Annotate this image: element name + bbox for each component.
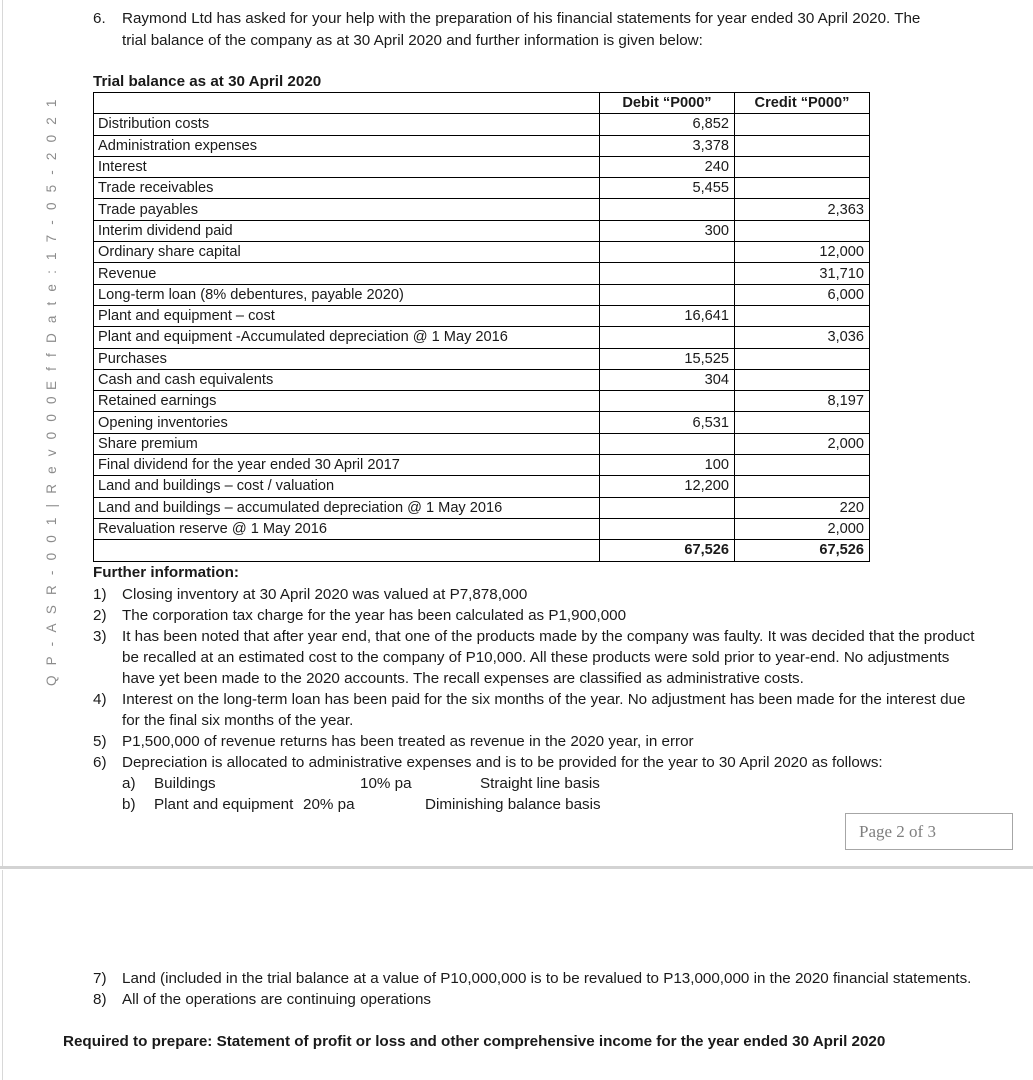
column-header-credit: Credit “P000” bbox=[735, 93, 870, 114]
row-label: Final dividend for the year ended 30 April 2017 bbox=[94, 455, 600, 476]
trial-balance-title: Trial balance as at 30 April 2020 bbox=[93, 73, 322, 90]
row-debit: 15,525 bbox=[600, 348, 735, 369]
row-label: Revenue bbox=[94, 263, 600, 284]
row-label: Land and buildings – cost / valuation bbox=[94, 476, 600, 497]
total-credit: 67,526 bbox=[735, 540, 870, 561]
row-debit bbox=[600, 263, 735, 284]
row-credit: 3,036 bbox=[735, 327, 870, 348]
further-info-item-text: It has been noted that after year end, that one of the products made by the company was faulty. It was decided that the product be recalled at an estimated cost to the company of P10,000. All these products were sold prior to year-end. No adjustments have yet been made to the 2020 accounts. The recall expenses are classified as administrative costs. bbox=[122, 628, 975, 687]
bottom-item-text: Land (included in the trial balance at a value of P10,000,000 is to be revalued to P13,000,000 in the 2020 financial statements. bbox=[122, 970, 972, 987]
row-credit: 2,363 bbox=[735, 199, 870, 220]
row-label: Revaluation reserve @ 1 May 2016 bbox=[94, 518, 600, 539]
question-line-1 bbox=[93, 8, 973, 30]
row-label: Ordinary share capital bbox=[94, 242, 600, 263]
question-number: 6. bbox=[93, 10, 106, 27]
row-credit bbox=[735, 348, 870, 369]
question-text-line-1: Raymond Ltd has asked for your help with the preparation of his financial statements for year ended 30 April 2020. The bbox=[122, 10, 921, 27]
row-debit: 16,641 bbox=[600, 305, 735, 326]
table-row bbox=[94, 369, 870, 390]
question-text-line-2: trial balance of the company as at 30 April 2020 and further information is given below: bbox=[122, 32, 703, 49]
depreciation-sub-item bbox=[93, 773, 975, 794]
table-row bbox=[94, 263, 870, 284]
row-credit: 220 bbox=[735, 497, 870, 518]
further-info-item-text: Depreciation is allocated to administrative expenses and is to be provided for the year to 30 April 2020 as follows: bbox=[122, 754, 883, 771]
row-label: Trade receivables bbox=[94, 178, 600, 199]
depreciation-sub-item-marker: b) bbox=[122, 796, 136, 813]
row-debit bbox=[600, 518, 735, 539]
row-credit bbox=[735, 476, 870, 497]
row-debit bbox=[600, 391, 735, 412]
depreciation-basis: Diminishing balance basis bbox=[425, 796, 601, 813]
depreciation-rate: 10% pa bbox=[360, 775, 412, 792]
question-block bbox=[93, 8, 973, 52]
further-info-item-text: P1,500,000 of revenue returns has been treated as revenue in the 2020 year, in error bbox=[122, 733, 694, 750]
bottom-item bbox=[93, 968, 975, 989]
column-header-debit: Debit “P000” bbox=[600, 93, 735, 114]
page-number-box bbox=[845, 813, 1013, 850]
row-debit: 6,852 bbox=[600, 114, 735, 135]
page-divider bbox=[0, 866, 1033, 869]
row-label: Plant and equipment -Accumulated depreciation @ 1 May 2016 bbox=[94, 327, 600, 348]
row-credit bbox=[735, 178, 870, 199]
row-debit bbox=[600, 327, 735, 348]
row-label: Distribution costs bbox=[94, 114, 600, 135]
left-margin-rule-lower bbox=[2, 870, 3, 1080]
depreciation-asset-name: Buildings bbox=[154, 775, 216, 792]
row-debit bbox=[600, 199, 735, 220]
table-row bbox=[94, 156, 870, 177]
further-info-item bbox=[93, 752, 975, 773]
further-info-item bbox=[93, 605, 975, 626]
table-row bbox=[94, 327, 870, 348]
row-debit: 6,531 bbox=[600, 412, 735, 433]
row-label: Plant and equipment – cost bbox=[94, 305, 600, 326]
row-label: Land and buildings – accumulated depreciation @ 1 May 2016 bbox=[94, 497, 600, 518]
row-credit bbox=[735, 455, 870, 476]
further-info-item-text: The corporation tax charge for the year has been calculated as P1,900,000 bbox=[122, 607, 627, 624]
row-debit: 300 bbox=[600, 220, 735, 241]
table-row bbox=[94, 242, 870, 263]
table-row bbox=[94, 135, 870, 156]
table-row bbox=[94, 412, 870, 433]
row-credit bbox=[735, 412, 870, 433]
further-info-item-text: Closing inventory at 30 April 2020 was valued at P7,878,000 bbox=[122, 586, 528, 603]
question-line-2 bbox=[93, 30, 973, 52]
total-label bbox=[94, 540, 600, 561]
row-credit bbox=[735, 305, 870, 326]
table-row bbox=[94, 348, 870, 369]
bottom-section bbox=[93, 968, 975, 1010]
left-margin-rule bbox=[2, 0, 3, 867]
further-information-section bbox=[93, 563, 975, 815]
row-debit: 304 bbox=[600, 369, 735, 390]
row-label: Share premium bbox=[94, 433, 600, 454]
row-label: Cash and cash equivalents bbox=[94, 369, 600, 390]
bottom-item bbox=[93, 989, 975, 1010]
row-label: Interim dividend paid bbox=[94, 220, 600, 241]
effective-date-stamp: E f f D a t e : 1 7 - 0 5 - 2 0 2 1 bbox=[44, 96, 59, 390]
page-number-label: Page 2 of 3 bbox=[859, 821, 936, 841]
row-credit: 2,000 bbox=[735, 433, 870, 454]
bottom-item-number: 7) bbox=[93, 970, 107, 987]
bottom-item-number: 8) bbox=[93, 991, 107, 1008]
table-row bbox=[94, 497, 870, 518]
table-row bbox=[94, 114, 870, 135]
row-credit bbox=[735, 135, 870, 156]
row-debit: 100 bbox=[600, 455, 735, 476]
row-credit: 8,197 bbox=[735, 391, 870, 412]
depreciation-rate: 20% pa bbox=[303, 796, 355, 813]
row-credit bbox=[735, 369, 870, 390]
table-row bbox=[94, 305, 870, 326]
depreciation-asset-name: Plant and equipment bbox=[154, 796, 294, 813]
further-info-item-number: 6) bbox=[93, 754, 107, 771]
total-debit: 67,526 bbox=[600, 540, 735, 561]
row-credit bbox=[735, 156, 870, 177]
table-row bbox=[94, 284, 870, 305]
row-credit: 12,000 bbox=[735, 242, 870, 263]
table-row bbox=[94, 476, 870, 497]
row-credit bbox=[735, 220, 870, 241]
row-debit: 12,200 bbox=[600, 476, 735, 497]
row-credit: 2,000 bbox=[735, 518, 870, 539]
table-row bbox=[94, 455, 870, 476]
row-debit bbox=[600, 284, 735, 305]
row-label: Administration expenses bbox=[94, 135, 600, 156]
table-row bbox=[94, 433, 870, 454]
required-statement: Required to prepare: Statement of profit or loss and other comprehensive income for the year ended 30 April 2020 bbox=[63, 1033, 886, 1050]
depreciation-sub-item bbox=[93, 794, 975, 815]
table-row bbox=[94, 391, 870, 412]
table-total-row bbox=[94, 540, 870, 561]
row-debit bbox=[600, 433, 735, 454]
table-row bbox=[94, 178, 870, 199]
further-info-item-text: Interest on the long-term loan has been paid for the six months of the year. No adjustment has been made for the interest due for the final six months of the year. bbox=[122, 691, 966, 729]
depreciation-basis: Straight line basis bbox=[480, 775, 600, 792]
further-info-item-number: 1) bbox=[93, 586, 107, 603]
further-info-item bbox=[93, 689, 975, 731]
further-info-item-number: 5) bbox=[93, 733, 107, 750]
row-credit: 31,710 bbox=[735, 263, 870, 284]
depreciation-sub-item-marker: a) bbox=[122, 775, 136, 792]
row-debit: 5,455 bbox=[600, 178, 735, 199]
row-debit bbox=[600, 242, 735, 263]
row-label: Interest bbox=[94, 156, 600, 177]
table-header-row bbox=[94, 93, 870, 114]
further-info-item bbox=[93, 584, 975, 605]
further-info-item-number: 4) bbox=[93, 691, 107, 708]
further-information-heading: Further information: bbox=[93, 564, 239, 581]
bottom-item-text: All of the operations are continuing operations bbox=[122, 991, 432, 1008]
document-code-stamp: Q P - A S R - 0 0 1 | R e v 0 0 0 bbox=[44, 393, 59, 686]
row-label: Trade payables bbox=[94, 199, 600, 220]
column-header-label bbox=[94, 93, 600, 114]
row-label: Retained earnings bbox=[94, 391, 600, 412]
row-debit: 240 bbox=[600, 156, 735, 177]
row-label: Opening inventories bbox=[94, 412, 600, 433]
row-label: Long-term loan (8% debentures, payable 2020) bbox=[94, 284, 600, 305]
table-row bbox=[94, 199, 870, 220]
further-info-item bbox=[93, 626, 975, 689]
trial-balance-table bbox=[93, 92, 870, 562]
row-credit bbox=[735, 114, 870, 135]
table-row bbox=[94, 220, 870, 241]
row-debit: 3,378 bbox=[600, 135, 735, 156]
further-info-item-number: 2) bbox=[93, 607, 107, 624]
table-row bbox=[94, 518, 870, 539]
further-info-item-number: 3) bbox=[93, 628, 107, 645]
row-credit: 6,000 bbox=[735, 284, 870, 305]
row-label: Purchases bbox=[94, 348, 600, 369]
further-info-item bbox=[93, 731, 975, 752]
row-debit bbox=[600, 497, 735, 518]
